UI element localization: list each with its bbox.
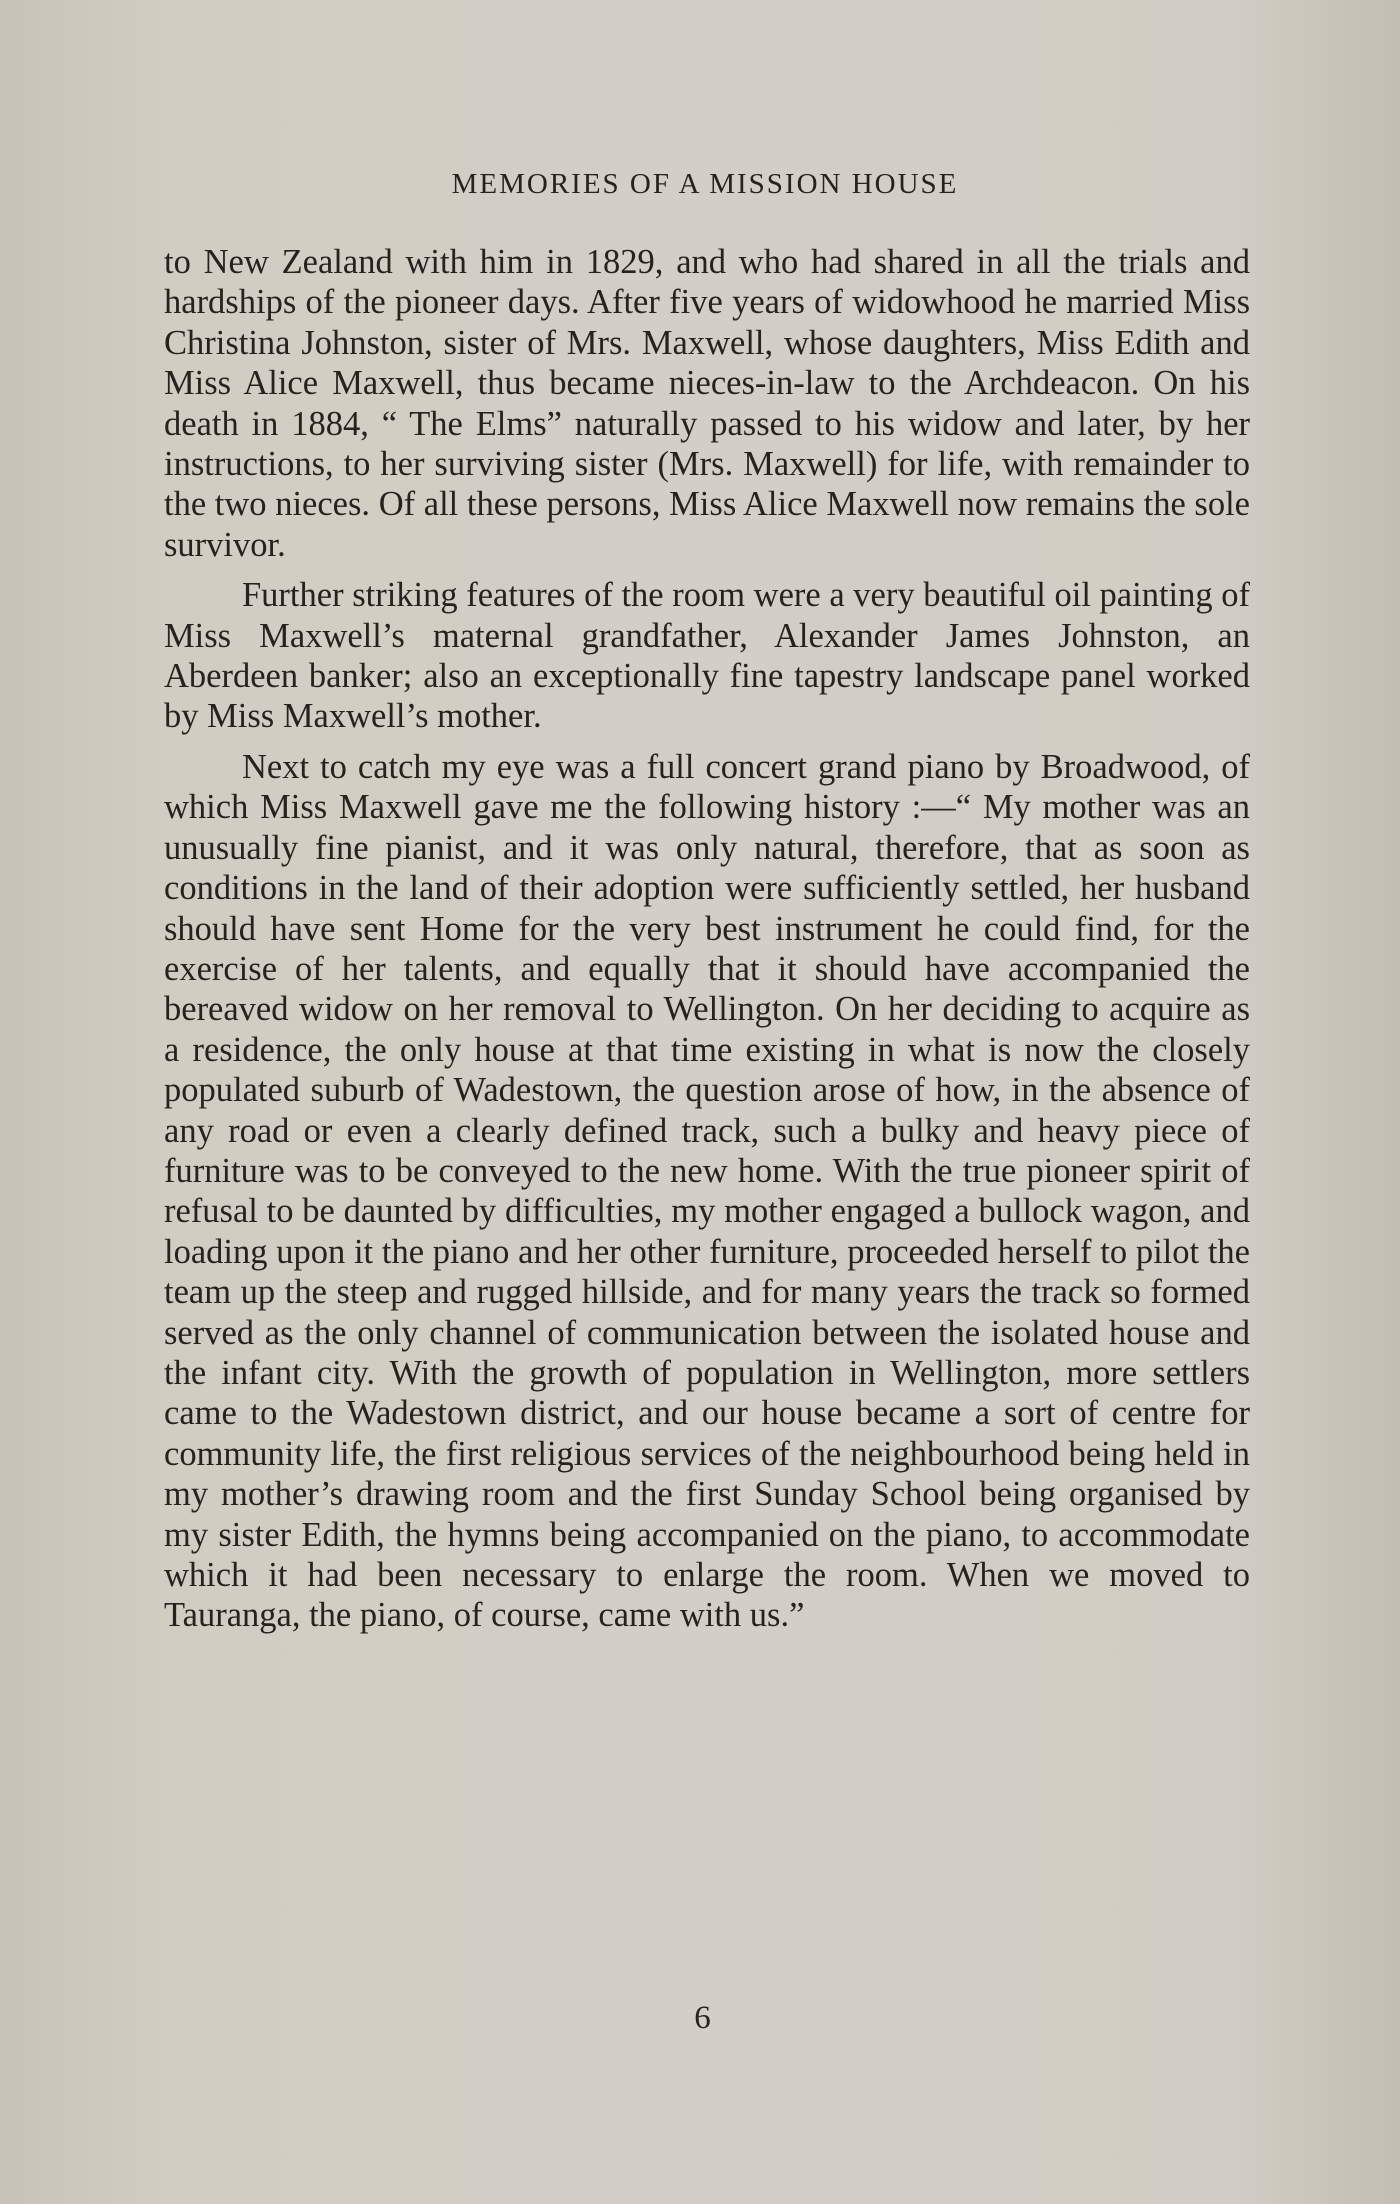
running-head: MEMORIES OF A MISSION HOUSE <box>451 168 959 200</box>
paragraph-continuation: to New Zealand with him in 1829, and who had shared in all the trials and hardships of the pioneer days. After five years of widowhood he married Miss Christina Johnston, sister of Mrs. Maxwell, whose daughters, Miss Edith and Miss Alice Maxwell, thus became nieces-in-law to the Archdeacon. On his death in 1884, “ The Elms” naturally passed to his widow and later, by her instructions, to her surviving sister (Mrs. Maxwell) for life, with remainder to the two nieces. Of all these persons, Miss Alice Maxwell now remains the sole survivor. <box>164 243 1250 564</box>
paragraph-room-features: Further striking features of the room were a very beautiful oil painting of Miss Maxwell’s maternal grandfather, Alexander James Johnston, an Aberdeen banker; also an exceptionally fine tapestry landscape panel worked by Miss Maxwell’s mother. <box>164 576 1250 736</box>
body-text <box>164 242 1250 1636</box>
paragraph-piano-history: Next to catch my eye was a full concert grand piano by Broadwood, of which Miss Maxwell gave me the following history :—“ My mother was an unusually fine pianist, and it was only natural, therefore, that as soon as conditions in the land of their adoption were sufficiently settled, her husband should have sent Home for the very best instrument he could find, for the exercise of her talents, and equally that it should have accompanied the bereaved widow on her removal to Wellington. On her deciding to acquire as a residence, the only house at that time existing in what is now the closely populated suburb of Wadestown, the question arose of how, in the absence of any road or even a clearly defined track, such a bulky and heavy piece of furniture was to be conveyed to the new home. With the true pioneer spirit of refusal to be daunted by difficulties, my mother engaged a bullock wagon, and loading upon it the piano and her other furniture, proceeded herself to pilot the team up the steep and rugged hillside, and for many years the track so formed served as the only channel of communication between the isolated house and the infant city. With the growth of population in Wellington, more settlers came to the Wadestown district, and our house became a sort of centre for community life, the first religious services of the neighbourhood being held in my mother’s drawing room and the first Sunday School being organised by my sister Edith, the hymns being accompanied on the piano, to accommodate which it had been necessary to enlarge the room. When we moved to Tauranga, the piano, of course, came with us.” <box>164 747 1250 1635</box>
page-number: 6 <box>694 2000 711 2036</box>
